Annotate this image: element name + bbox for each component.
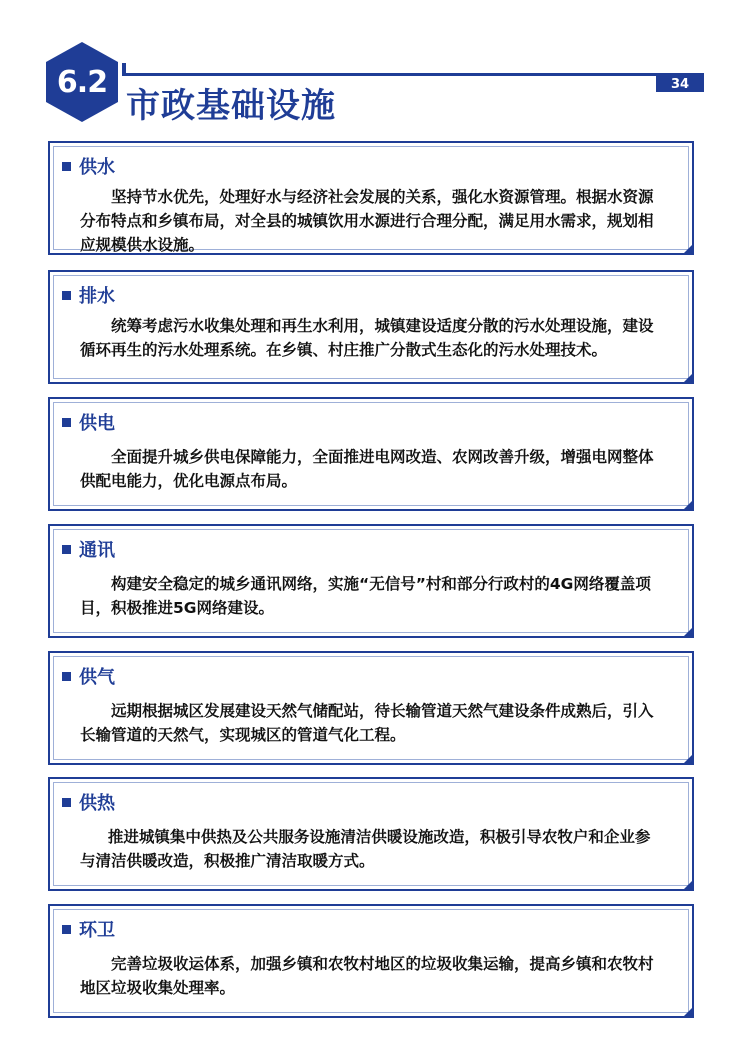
card-corner-decoration (682, 626, 694, 638)
section-card-power-supply (48, 397, 694, 511)
header-rule (122, 73, 704, 76)
section-text: 远期根据城区发展建设天然气储配站，待长输管道天然气建设条件成熟后，引入长输管道的天然气，实现城区的管道气化工程。 (80, 702, 654, 744)
section-text: 完善垃圾收运体系，加强乡镇和农牧村地区的垃圾收集运输，提高乡镇和农牧村地区垃圾收集处理率。 (80, 955, 654, 997)
square-bullet-icon (62, 162, 71, 171)
section-text: 坚持节水优先，处理好水与经济社会发展的关系，强化水资源管理。根据水资源分布特点和乡镇布局，对全县的城镇饮用水源进行合理分配，满足用水需求，规划相应规模供水设施。 (80, 188, 654, 254)
section-title: 通讯 (79, 540, 115, 561)
square-bullet-icon (62, 798, 71, 807)
card-corner-decoration (682, 1006, 694, 1018)
page-title: 市政基础设施 (126, 86, 336, 126)
section-card-telecom (48, 524, 694, 638)
section-text: 推进城镇集中供热及公共服务设施清洁供暖设施改造，积极引导农牧户和企业参与清洁供暖改造，积极推广清洁取暖方式。 (80, 828, 651, 870)
section-card-drainage (48, 270, 694, 384)
section-card-heating (48, 777, 694, 891)
card-corner-decoration (682, 243, 694, 255)
square-bullet-icon (62, 672, 71, 681)
section-card-water-supply (48, 141, 694, 255)
section-title: 环卫 (79, 920, 115, 941)
page-number: 34 (656, 76, 704, 92)
section-title: 排水 (79, 286, 115, 307)
square-bullet-icon (62, 418, 71, 427)
card-corner-decoration (682, 753, 694, 765)
section-text: 构建安全稳定的城乡通讯网络，实施“无信号”村和部分行政村的4G网络覆盖项目，积极推进5G网络建设。 (80, 575, 651, 617)
square-bullet-icon (62, 291, 71, 300)
page-header (0, 0, 744, 130)
section-card-sanitation (48, 904, 694, 1018)
section-title: 供电 (79, 413, 115, 434)
section-text: 全面提升城乡供电保障能力，全面推进电网改造、农网改善升级，增强电网整体供配电能力，优化电源点布局。 (80, 448, 654, 490)
card-corner-decoration (682, 879, 694, 891)
section-text: 统筹考虑污水收集处理和再生水利用，城镇建设适度分散的污水处理设施，建设循环再生的污水处理系统。在乡镇、村庄推广分散式生态化的污水处理技术。 (80, 317, 654, 359)
card-corner-decoration (682, 499, 694, 511)
square-bullet-icon (62, 545, 71, 554)
section-title: 供水 (79, 157, 115, 178)
section-title: 供气 (79, 667, 115, 688)
section-title: 供热 (79, 793, 115, 814)
section-number: 6.2 (56, 64, 108, 100)
card-corner-decoration (682, 372, 694, 384)
section-card-gas-supply (48, 651, 694, 765)
square-bullet-icon (62, 925, 71, 934)
